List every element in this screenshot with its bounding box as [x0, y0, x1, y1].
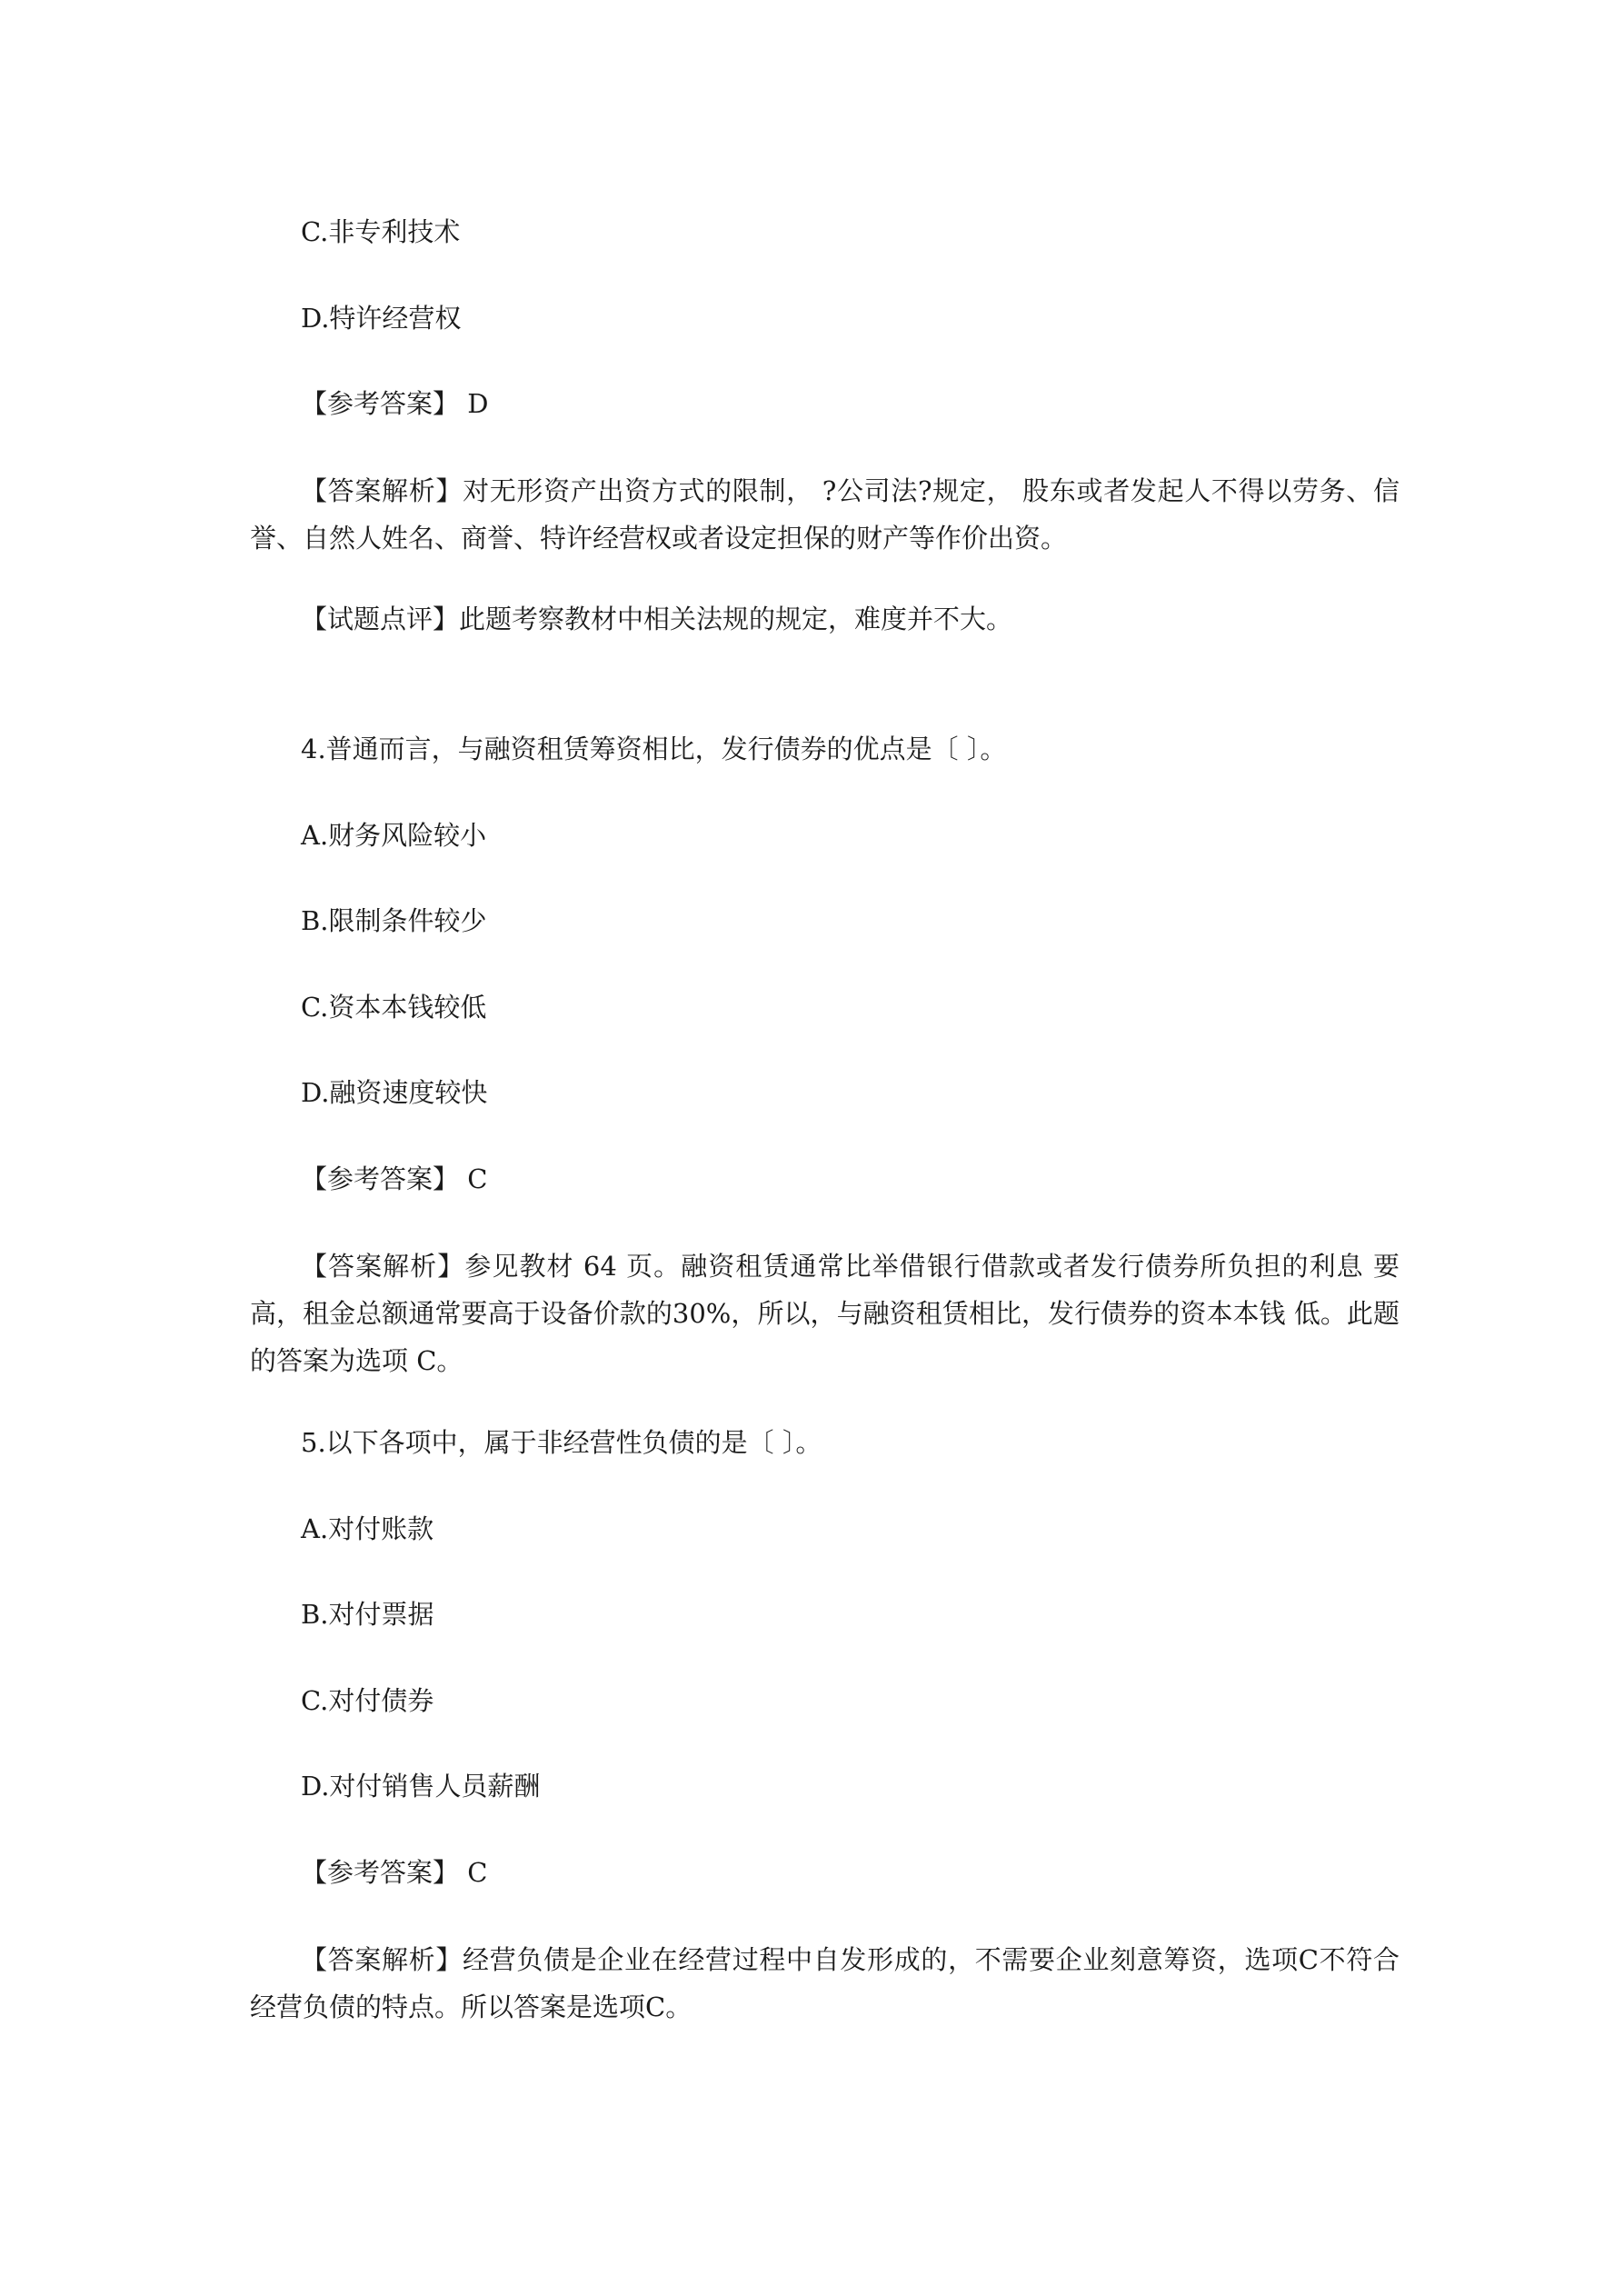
q3-option-c: C.非专利技术	[301, 216, 461, 247]
q3-answer: 【参考答案】 D	[301, 388, 489, 419]
q5-analysis: 【答案解析】经营负债是企业在经营过程中自发形成的，不需要企业刻意筹资，选项C不符合经营负债的特点。所以答案是选项C。	[250, 1944, 1400, 2022]
q5-answer: 【参考答案】 C	[301, 1857, 488, 1888]
q5-option-a: A.对付账款	[301, 1513, 434, 1544]
q4-option-c: C.资本本钱较低	[301, 992, 487, 1023]
q4-answer: 【参考答案】 C	[301, 1163, 488, 1194]
q5-option-b: B.对付票据	[301, 1599, 434, 1630]
q5-option-c: C.对付债券	[301, 1685, 434, 1716]
q3-analysis: 【答案解析】对无形资产出资方式的限制， ?公司法?规定， 股东或者发起人不得以劳务、信誉、自然人姓名、商誉、特许经营权或者设定担保的财产等作价出资。	[250, 475, 1400, 554]
q5-option-d: D.对付销售人员薪酬	[301, 1771, 541, 1802]
q5-question: 5.以下各项中，属于非经营性负债的是〔 〕。	[301, 1427, 822, 1458]
q3-comment: 【试题点评】此题考察教材中相关法规的规定，难度并不大。	[301, 604, 1013, 634]
q3-option-d: D.特许经营权	[301, 303, 462, 334]
q4-option-b: B.限制条件较少	[301, 905, 487, 936]
q4-option-d: D.融资速度较快	[301, 1077, 488, 1108]
q4-analysis: 【答案解析】参见教材 64 页。融资租赁通常比举借银行借款或者发行债券所负担的利息 要高，租金总额通常要高于设备价款的30%，所以，与融资租赁相比，发行债券的资本本钱 低。此题的答案为选项 C。	[250, 1251, 1400, 1376]
q4-option-a: A.财务风险较小	[301, 820, 487, 851]
q4-question: 4.普通而言，与融资租赁筹资相比，发行债券的优点是〔 〕。	[301, 734, 1007, 764]
